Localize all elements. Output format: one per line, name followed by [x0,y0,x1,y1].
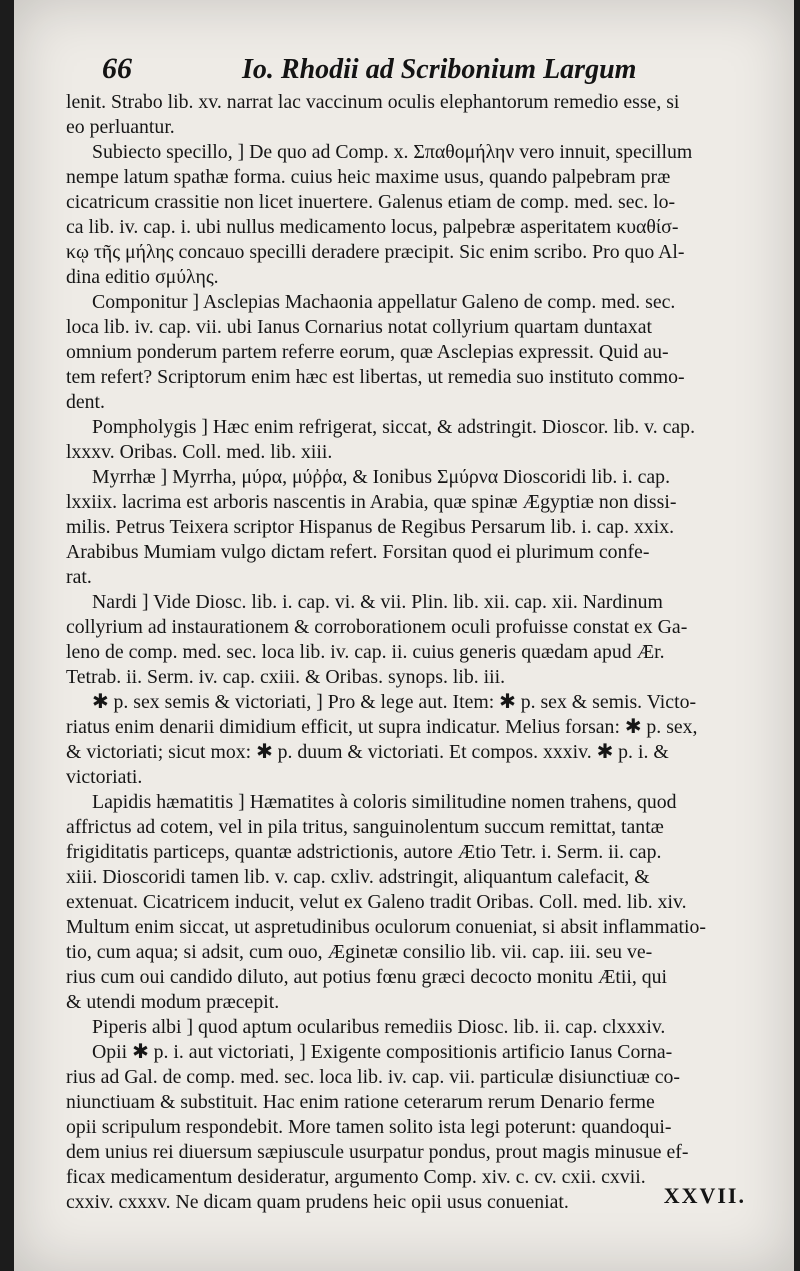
running-title: Io. Rhodii ad Scribonium Largum [242,54,637,85]
text-line: victoriati. [66,766,143,788]
text-line: xiii. Dioscoridi tamen lib. v. cap. cxliv. adstringit, aliquantum calefacit, & [66,866,650,888]
text-line: Nardi ] Vide Diosc. lib. i. cap. vi. & vii. Plin. lib. xii. cap. xii. Nardinum [92,591,663,613]
text-line: affrictus ad cotem, vel in pila tritus, sanguinolentum succum remittat, tantæ [66,816,664,838]
text-line: frigiditatis particeps, quantæ adstrictionis, autore Ætio Tetr. i. Serm. ii. cap. [66,841,662,863]
text-line: Myrrhæ ] Myrrha, μύρα, μύῤῥα, & Ionibus Σμύρνα Dioscoridi lib. i. cap. [92,466,671,488]
text-line: opii scripulum respondebit. More tamen solito ista legi poterunt: quandoqui- [66,1116,672,1138]
text-line: cxxiv. cxxxv. Ne dicam quam prudens heic opii usus conueniat. [66,1191,569,1213]
text-line: ca lib. iv. cap. i. ubi nullus medicamento locus, palpebræ asperitatem κυαθίσ- [66,216,679,238]
text-line: Subiecto specillo, ] De quo ad Comp. x. Σπαθομήλην vero innuit, specillum [92,141,693,163]
page-number: 66 [102,52,132,85]
text-line: omnium ponderum partem referre eorum, quæ Asclepias expressit. Quid au- [66,341,669,363]
page-body-text [66,90,784,1215]
text-line: Tetrab. ii. Serm. iv. cap. cxiii. & Oribas. synops. lib. iii. [66,666,506,688]
text-line: Multum enim siccat, ut aspretudinibus oculorum conueniat, si absit inflammatio- [66,916,707,938]
text-line: lxxxv. Oribas. Coll. med. lib. xiii. [66,441,333,463]
text-line: lenit. Strabo lib. xv. narrat lac vaccinum oculis elephantorum remedio esse, si [66,91,680,113]
text-line: Arabibus Mumiam vulgo dictam refert. Forsitan quod ei plurimum confe- [66,541,650,563]
text-line: dent. [66,391,106,413]
text-line: eo perluantur. [66,116,175,138]
text-line: dem unius rei diuersum sæpiuscule usurpatur pondus, prout magis minusue ef- [66,1141,689,1163]
text-line: cicatricum crassitie non licet inuertere. Galenus etiam de comp. med. sec. lo- [66,191,676,213]
text-line: Lapidis hæmatitis ] Hæmatites à coloris similitudine nomen trahens, quod [92,791,677,813]
text-line: rius cum oui candido diluto, aut potius fœnu græci decocto monitu Ætii, qui [66,966,668,988]
text-line: lxxiix. lacrima est arboris nascentis in Arabia, quæ spinæ Ægyptiæ non dissi- [66,491,677,513]
text-line: loca lib. iv. cap. vii. ubi Ianus Cornarius notat collyrium quartam duntaxat [66,316,652,338]
text-line: ✱ p. sex semis & victoriati, ] Pro & lege aut. Item: ✱ p. sex & semis. Victo- [92,691,697,713]
text-line: rat. [66,566,92,588]
text-line: niunctiuam & substituit. Hac enim ratione ceterarum rerum Denario ferme [66,1091,655,1113]
text-line: κῳ τῆς μήλης concauo specilli deradere præcipit. Sic enim scribo. Pro quo Al- [66,241,685,263]
text-line: & utendi modum præcepit. [66,991,280,1013]
text-line: Piperis albi ] quod aptum ocularibus remediis Diosc. lib. ii. cap. clxxxiv. [92,1016,666,1038]
text-line: Opii ✱ p. i. aut victoriati, ] Exigente compositionis artificio Ianus Corna- [92,1041,673,1063]
text-line: extenuat. Cicatricem inducit, velut ex Galeno tradit Oribas. Coll. med. lib. xiv. [66,891,687,913]
text-line: Pompholygis ] Hæc enim refrigerat, siccat, & adstringit. Dioscor. lib. v. cap. [92,416,696,438]
text-line: nempe latum spathæ forma. cuius heic maxime usus, quando palpebram præ [66,166,671,188]
text-line: tem refert? Scriptorum enim hæc est libertas, ut remedia suo instituto commo- [66,366,685,388]
text-line: & victoriati; sicut mox: ✱ p. duum & victoriati. Et compos. xxxiv. ✱ p. i. & [66,741,669,763]
text-line: leno de comp. med. sec. loca lib. iv. cap. ii. cuius generis quædam apud Ær. [66,641,665,663]
catchword: XXVII. [663,1183,746,1208]
text-line: collyrium ad instaurationem & corroborationem oculi profuisse constat ex Ga- [66,616,688,638]
text-line: riatus enim denarii dimidium efficit, ut supra indicatur. Melius forsan: ✱ p. sex, [66,716,698,738]
book-page [14,0,794,1271]
text-line: tio, cum aqua; si adsit, cum ouo, Æginetæ consilio lib. vii. cap. iii. seu ve- [66,941,653,963]
text-line: Componitur ] Asclepias Machaonia appellatur Galeno de comp. med. sec. [92,291,676,313]
text-line: rius ad Gal. de comp. med. sec. loca lib. iv. cap. vii. particulæ disiunctiuæ co- [66,1066,680,1088]
text-line: milis. Petrus Teixera scriptor Hispanus de Regibus Persarum lib. i. cap. xxix. [66,516,675,538]
text-line: ficax medicamentum desideratur, argumento Comp. xiv. c. cv. cxii. cxvii. [66,1166,646,1188]
text-line: dina editio σμύλης. [66,266,219,288]
